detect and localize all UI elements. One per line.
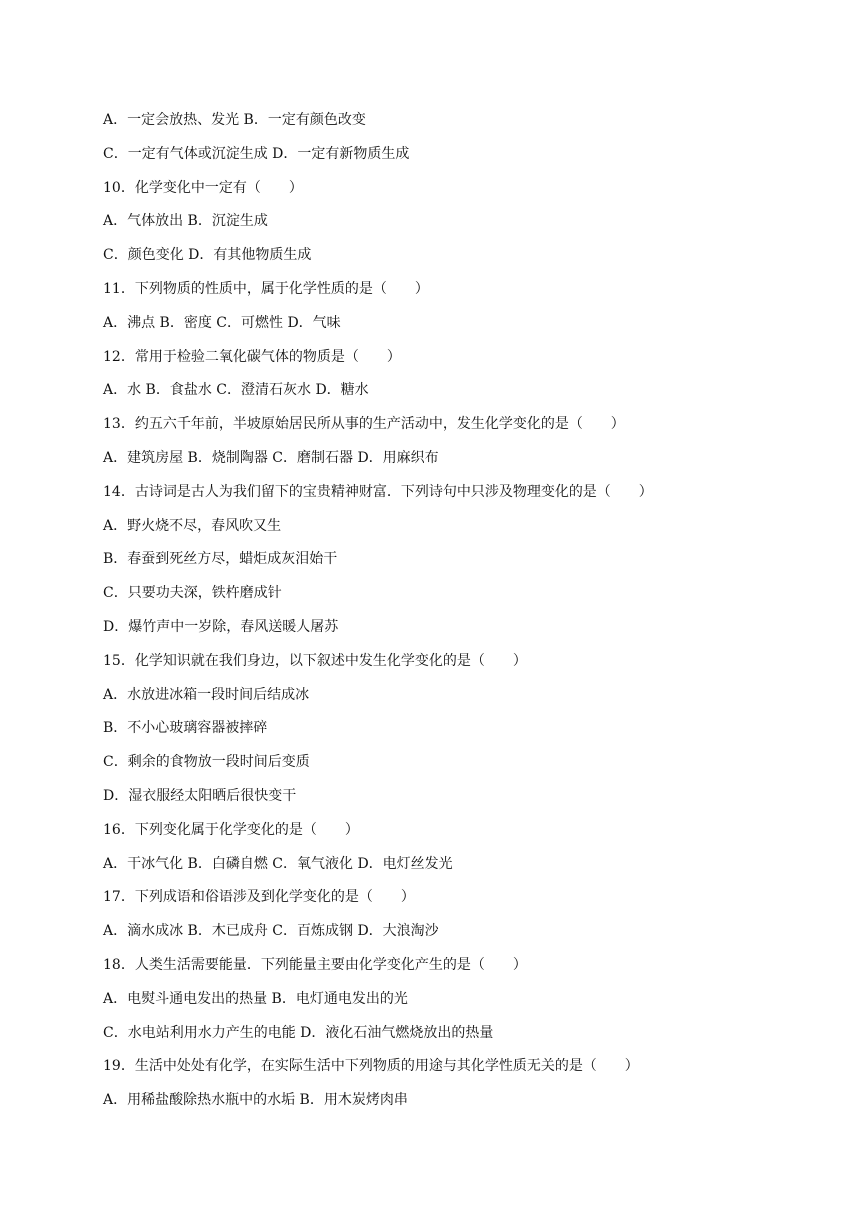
option-line: C．剩余的食物放一段时间后变质 [103, 754, 310, 771]
question-stem: 19．生活中处处有化学，在实际生活中下列物质的用途与其化学性质无关的是（ ） [103, 1058, 639, 1075]
option-line: A．水 B．食盐水 C．澄清石灰水 D．糖水 [103, 382, 369, 399]
question-lines [103, 108, 803, 1122]
option-line: C．只要功夫深，铁杵磨成针 [103, 585, 282, 602]
question-stem: 18．人类生活需要能量．下列能量主要由化学变化产生的是（ ） [103, 956, 527, 973]
question-stem: 12．常用于检验二氧化碳气体的物质是（ ） [103, 348, 401, 365]
option-line: A．电熨斗通电发出的热量 B．电灯通电发出的光 [103, 990, 408, 1007]
question-stem: 11．下列物质的性质中，属于化学性质的是（ ） [103, 280, 429, 297]
option-line: D．爆竹声中一岁除，春风送暖人屠苏 [103, 618, 339, 635]
option-line: D．湿衣服经太阳晒后很快变干 [103, 787, 297, 804]
question-stem: 15．化学知识就在我们身边，以下叙述中发生化学变化的是（ ） [103, 652, 527, 669]
option-line: C．一定有气体或沉淀生成 D．一定有新物质生成 [103, 145, 410, 162]
option-line: A．干冰气化 B．白磷自燃 C．氧气液化 D．电灯丝发光 [103, 855, 453, 872]
question-stem: 14．古诗词是古人为我们留下的宝贵精神财富．下列诗句中只涉及物理变化的是（ ） [103, 483, 653, 500]
option-line: A．滴水成冰 B．木已成舟 C．百炼成钢 D．大浪淘沙 [103, 923, 439, 940]
option-line: A．用稀盐酸除热水瓶中的水垢 B．用木炭烤肉串 [103, 1092, 408, 1109]
question-stem: 17．下列成语和俗语涉及到化学变化的是（ ） [103, 889, 415, 906]
option-line: C．颜色变化 D．有其他物质生成 [103, 247, 312, 264]
question-stem: 10．化学变化中一定有（ ） [103, 179, 303, 196]
option-line: B．春蚕到死丝方尽，蜡炬成灰泪始干 [103, 551, 338, 568]
option-line: A．野火烧不尽，春风吹又生 [103, 517, 282, 534]
question-stem: 13．约五六千年前，半坡原始居民所从事的生产活动中，发生化学变化的是（ ） [103, 416, 625, 433]
option-line: A．建筑房屋 B．烧制陶器 C．磨制石器 D．用麻织布 [103, 449, 439, 466]
option-line: A．沸点 B．密度 C．可燃性 D．气味 [103, 314, 341, 331]
option-line: A．水放进冰箱一段时间后结成冰 [103, 686, 310, 703]
option-line: B．不小心玻璃容器被摔碎 [103, 720, 268, 737]
option-line: C．水电站利用水力产生的电能 D．液化石油气燃烧放出的热量 [103, 1024, 494, 1041]
option-line: A．一定会放热、发光 B．一定有颜色改变 [103, 112, 366, 128]
question-stem: 16．下列变化属于化学变化的是（ ） [103, 821, 359, 838]
option-line: A．气体放出 B．沉淀生成 [103, 213, 268, 230]
